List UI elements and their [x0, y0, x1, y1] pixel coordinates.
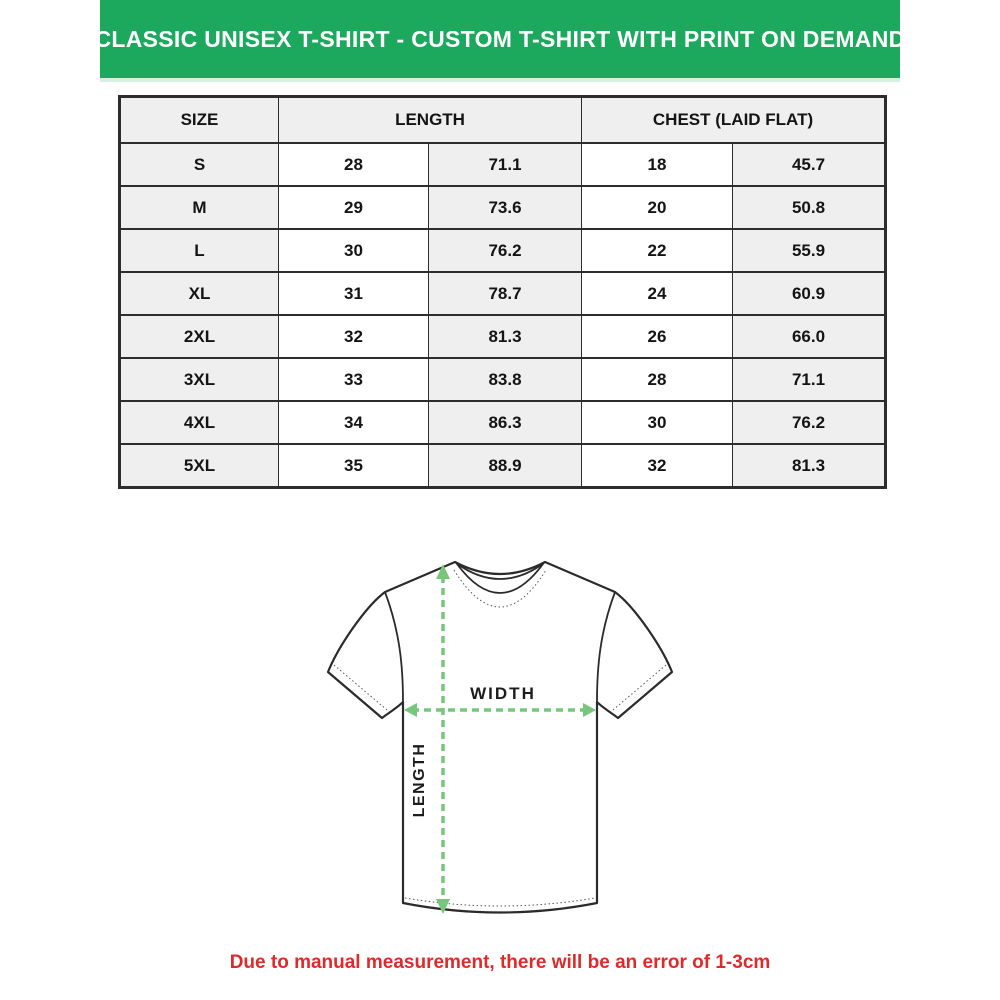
length-in-cell: 29: [279, 186, 429, 229]
size-cell: 5XL: [120, 444, 279, 488]
size-cell: 2XL: [120, 315, 279, 358]
chest-in-cell: 18: [582, 143, 733, 186]
length-in-cell: 31: [279, 272, 429, 315]
header-chest: CHEST (LAID FLAT): [582, 97, 886, 144]
size-cell: XL: [120, 272, 279, 315]
size-chart: [118, 95, 884, 489]
chest-in-cell: 20: [582, 186, 733, 229]
length-cm-cell: 81.3: [429, 315, 582, 358]
chest-cm-cell: 45.7: [733, 143, 886, 186]
size-cell: 4XL: [120, 401, 279, 444]
size-cell: M: [120, 186, 279, 229]
measurement-error-note: Due to manual measurement, there will be an error of 1-3cm: [229, 952, 771, 973]
chest-cm-cell: 76.2: [733, 401, 886, 444]
length-cm-cell: 78.7: [429, 272, 582, 315]
chest-cm-cell: 66.0: [733, 315, 886, 358]
chest-in-cell: 26: [582, 315, 733, 358]
length-in-cell: 34: [279, 401, 429, 444]
length-cm-cell: 71.1: [429, 143, 582, 186]
table-row: [120, 186, 886, 229]
length-cm-cell: 86.3: [429, 401, 582, 444]
length-in-cell: 28: [279, 143, 429, 186]
table-row: [120, 358, 886, 401]
header-row: [120, 97, 886, 144]
size-cell: L: [120, 229, 279, 272]
tshirt-measurement-diagram: [320, 552, 680, 932]
size-cell: S: [120, 143, 279, 186]
length-in-cell: 30: [279, 229, 429, 272]
table-row: [120, 315, 886, 358]
table-row: [120, 401, 886, 444]
length-label: LENGTH: [411, 742, 428, 818]
product-title-banner: [94, 0, 906, 82]
length-in-cell: 33: [279, 358, 429, 401]
table-row: [120, 272, 886, 315]
chest-in-cell: 28: [582, 358, 733, 401]
chest-in-cell: 32: [582, 444, 733, 488]
size-cell: 3XL: [120, 358, 279, 401]
chest-cm-cell: 81.3: [733, 444, 886, 488]
chest-cm-cell: 60.9: [733, 272, 886, 315]
width-label: WIDTH: [470, 684, 536, 703]
length-in-cell: 35: [279, 444, 429, 488]
tshirt-outline: [328, 562, 672, 913]
chest-in-cell: 22: [582, 229, 733, 272]
chest-cm-cell: 50.8: [733, 186, 886, 229]
chest-cm-cell: 71.1: [733, 358, 886, 401]
table-row: [120, 444, 886, 488]
chest-in-cell: 30: [582, 401, 733, 444]
chest-in-cell: 24: [582, 272, 733, 315]
chest-cm-cell: 55.9: [733, 229, 886, 272]
product-title: CLASSIC UNISEX T-SHIRT - CUSTOM T-SHIRT WITH PRINT ON DEMAND: [94, 25, 906, 52]
length-in-cell: 32: [279, 315, 429, 358]
length-cm-cell: 88.9: [429, 444, 582, 488]
header-length: LENGTH: [279, 97, 582, 144]
length-cm-cell: 76.2: [429, 229, 582, 272]
length-cm-cell: 83.8: [429, 358, 582, 401]
length-cm-cell: 73.6: [429, 186, 582, 229]
header-size: SIZE: [120, 97, 279, 144]
table-row: [120, 229, 886, 272]
table-row: [120, 143, 886, 186]
size-chart-table: [118, 95, 887, 489]
